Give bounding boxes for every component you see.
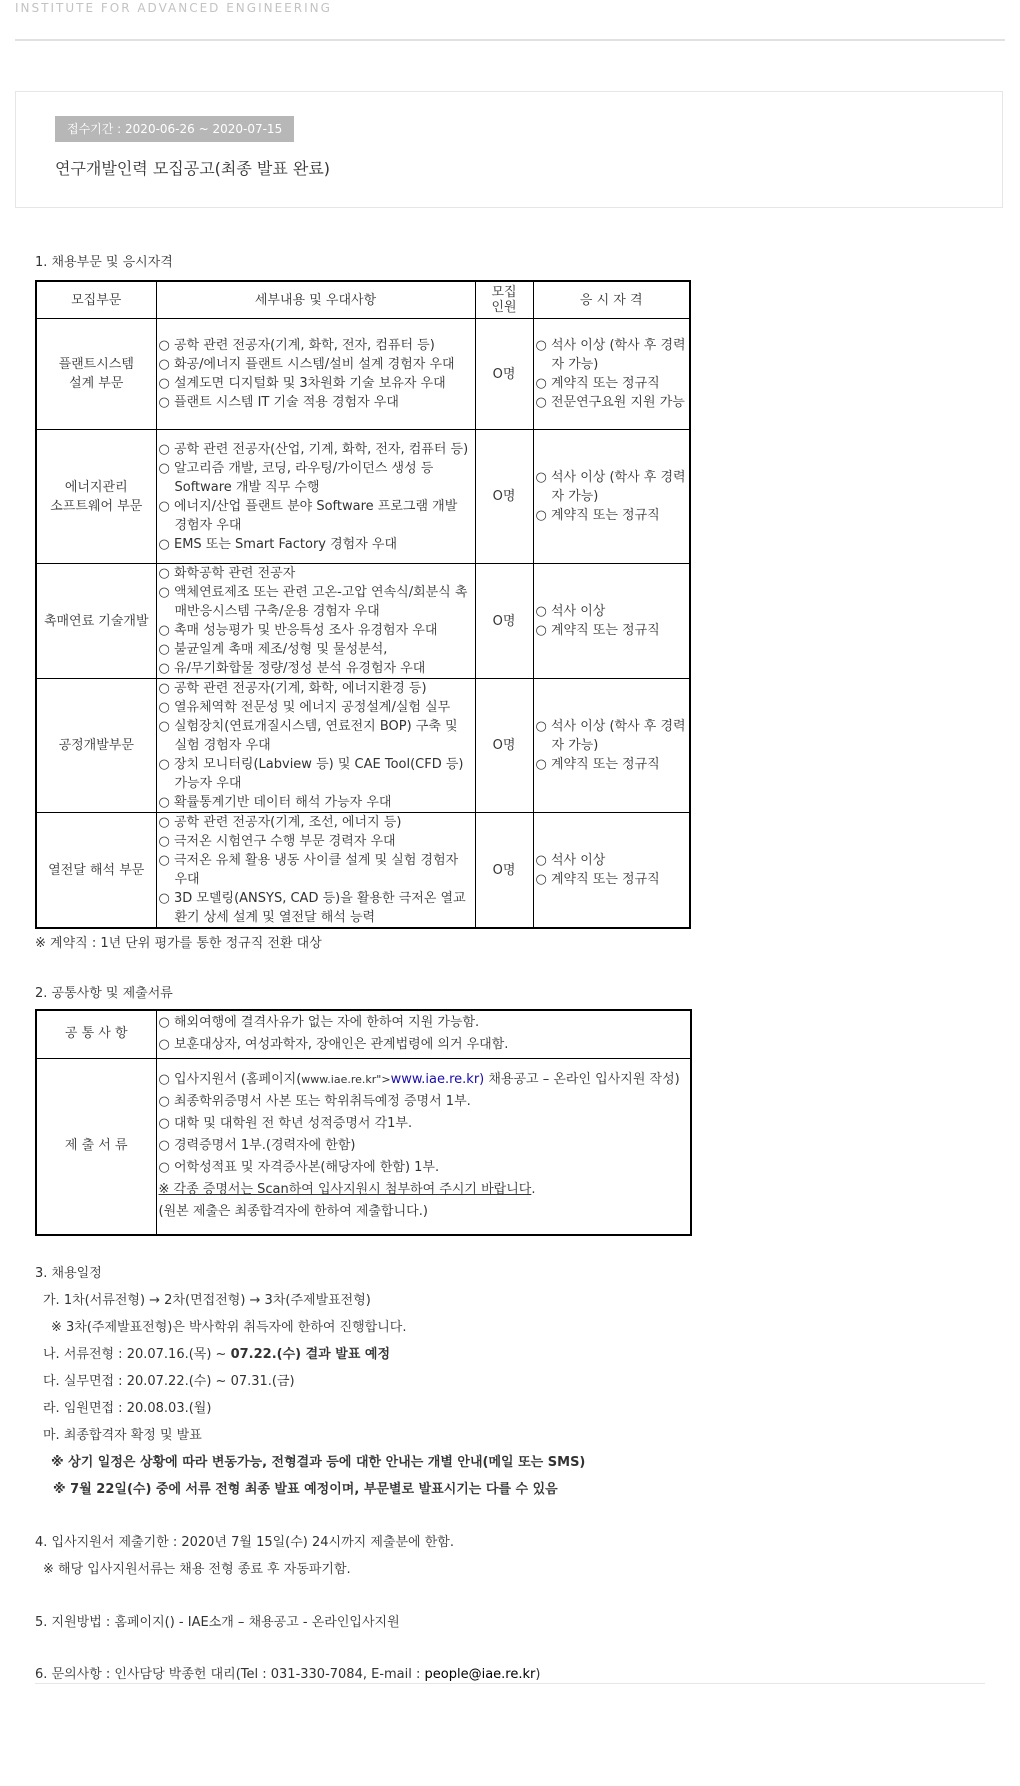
detail-cell xyxy=(156,813,475,929)
table-row xyxy=(36,564,690,679)
doc-item: ○ 대학 및 대학원 전 학년 성적증명서 각1부. xyxy=(159,1113,689,1135)
schedule-section xyxy=(35,1260,995,1503)
apply-method-section xyxy=(35,1609,995,1636)
header-divider xyxy=(15,39,1005,41)
dept-cell: 에너지관리 소프트웨어 부문 xyxy=(36,430,156,564)
detail-item: ○ 액체연료제조 또는 관련 고온-고압 연속식/회분식 촉매반응시스템 구축/운용 경험자 우대 xyxy=(159,583,473,621)
detail-item: ○ 극저온 유체 활용 냉동 사이클 설계 및 실험 경험자 우대 xyxy=(159,851,473,889)
count-cell: O명 xyxy=(475,430,533,564)
doc-note-scan: ※ 각종 증명서는 Scan하여 입사지원시 첨부하여 주시기 바랍니다. xyxy=(158,1182,536,1198)
detail-item: ○ 불균일계 촉매 제조/성형 및 물성분석, xyxy=(159,640,473,659)
section-2-title: 2. 공통사항 및 제출서류 xyxy=(35,986,173,1001)
detail-item: ○ 공학 관련 전공자(기계, 조선, 에너지 등) xyxy=(159,813,473,832)
post-title: 연구개발인력 모집공고(최종 발표 완료) xyxy=(55,159,331,178)
doc-item: ○ 최종학위증명서 사본 또는 학위취득예정 증명서 1부. xyxy=(159,1091,689,1113)
dept-cell: 플랜트시스템 설계 부문 xyxy=(36,319,156,430)
detail-item: ○ 3D 모델링(ANSYS, CAD 등)을 활용한 극저온 열교환기 상세 설계 및 열전달 해석 능력 xyxy=(159,889,473,927)
detail-item: ○ 극저온 시험연구 수행 부문 경력자 우대 xyxy=(159,832,473,851)
header-detail: 세부내용 및 우대사항 xyxy=(156,281,475,319)
dept-cell: 열전달 해석 부문 xyxy=(36,813,156,929)
contact-email[interactable]: people@iae.re.kr xyxy=(424,1667,536,1682)
qual-cell xyxy=(533,679,690,813)
detail-item: ○ 에너지/산업 플랜트 분야 Software 프로그램 개발 경험자 우대 xyxy=(159,497,473,535)
detail-item: ○ 공학 관련 전공자(산업, 기계, 화학, 전자, 컴퓨터 등) xyxy=(159,440,473,459)
qual-item: ○ 계약직 또는 정규직 xyxy=(536,870,688,889)
detail-item: ○ 촉매 성능평가 및 반응특성 조사 유경험자 우대 xyxy=(159,621,473,640)
detail-item: ○ 설계도면 디지털화 및 3차원화 기술 보유자 우대 xyxy=(159,374,473,393)
detail-cell xyxy=(156,679,475,813)
qual-item: ○ 석사 이상 xyxy=(536,602,688,621)
section-3-title: 3. 채용일정 xyxy=(35,1266,102,1281)
qual-item: ○ 계약직 또는 정규직 xyxy=(536,506,688,525)
doc-item-application: ○ 입사지원서 (홈페이지(www.iae.re.kr">www.iae.re.kr) 채용공고 – 온라인 입사지원 작성) xyxy=(159,1069,689,1091)
detail-cell xyxy=(156,319,475,430)
qual-item: ○ 석사 이상 (학사 후 경력자 가능) xyxy=(536,717,688,755)
qual-item: ○ 계약직 또는 정규직 xyxy=(536,374,688,393)
post-header-card xyxy=(15,91,1003,208)
doc-note-original: (원본 제출은 최종합격자에 한하여 제출합니다.) xyxy=(158,1204,428,1220)
detail-item: ○ 플랜트 시스템 IT 기술 적용 경험자 우대 xyxy=(159,393,473,412)
deadline-section xyxy=(35,1529,995,1583)
section-5-title: 5. 지원방법 : 홈페이지() - IAE소개 – 채용공고 - 온라인입사지원 xyxy=(35,1615,400,1630)
detail-cell xyxy=(156,430,475,564)
detail-item: ○ 공학 관련 전공자(기계, 화학, 전자, 컴퓨터 등) xyxy=(159,336,473,355)
common-item: ○ 해외여행에 결격사유가 없는 자에 한하여 지원 가능함. xyxy=(159,1012,689,1034)
table-row xyxy=(36,813,690,929)
common-label: 공 통 사 항 xyxy=(36,1010,156,1058)
recruitment-table xyxy=(35,280,691,929)
table-row xyxy=(36,679,690,813)
schedule-line: 가. 1차(서류전형) → 2차(면접전형) → 3차(주제발표전형) xyxy=(43,1293,371,1308)
section-1-title: 1. 채용부문 및 응시자격 xyxy=(35,255,173,270)
count-cell: O명 xyxy=(475,564,533,679)
table-header-row xyxy=(36,281,690,319)
application-period-badge: 접수기간 : 2020-06-26 ~ 2020-07-15 xyxy=(55,116,294,142)
qual-cell xyxy=(533,430,690,564)
qual-item: ○ 석사 이상 xyxy=(536,851,688,870)
schedule-line: 나. 서류전형 : 20.07.16.(목) ~ 07.22.(수) 결과 발표 예정 xyxy=(43,1347,391,1362)
qual-cell xyxy=(533,813,690,929)
qual-item: ○ 석사 이상 (학사 후 경력자 가능) xyxy=(536,468,688,506)
schedule-line: 다. 실무면접 : 20.07.22.(수) ~ 07.31.(금) xyxy=(43,1374,295,1389)
website-link[interactable]: www.iae.re.kr) xyxy=(390,1072,485,1088)
documents-row xyxy=(36,1058,691,1235)
requirements-table xyxy=(35,1009,692,1236)
contract-footnote: ※ 계약직 : 1년 단위 평가를 통한 정규직 전환 대상 xyxy=(35,936,322,951)
qual-cell xyxy=(533,319,690,430)
qual-cell xyxy=(533,564,690,679)
detail-item: ○ 확률통계기반 데이터 해석 가능자 우대 xyxy=(159,793,473,812)
count-cell: O명 xyxy=(475,319,533,430)
common-cell xyxy=(156,1010,691,1058)
detail-item: ○ 장치 모니터링(Labview 등) 및 CAE Tool(CFD 등) 가능자 우대 xyxy=(159,755,473,793)
detail-item: ○ 열유체역학 전문성 및 에너지 공정설계/실험 실무 xyxy=(159,698,473,717)
doc-item: ○ 어학성적표 및 자격증사본(해당자에 한함) 1부. xyxy=(159,1157,689,1179)
doc-item: ○ 경력증명서 1부.(경력자에 한함) xyxy=(159,1135,689,1157)
schedule-note: ※ 7월 22일(수) 중에 서류 전형 최종 발표 예정이며, 부문별로 발표시기는 다를 수 있음 xyxy=(53,1482,558,1497)
dept-cell: 공정개발부문 xyxy=(36,679,156,813)
detail-item: ○ 화공/에너지 플랜트 시스템/설비 설계 경험자 우대 xyxy=(159,355,473,374)
header-qual: 응 시 자 격 xyxy=(533,281,690,319)
footer-divider xyxy=(35,1683,985,1684)
detail-item-continued: ○ 유/무기화합물 정량/정성 분석 유경험자 우대 xyxy=(159,659,473,678)
detail-item: ○ 화학공학 관련 전공자 xyxy=(159,564,473,583)
schedule-line: 라. 임원면접 : 20.08.03.(월) xyxy=(43,1401,212,1416)
detail-item: ○ 실험장치(연료개질시스템, 연료전지 BOP) 구축 및 실험 경험자 우대 xyxy=(159,717,473,755)
qual-item: ○ 계약직 또는 정규직 xyxy=(536,755,688,774)
detail-item: ○ 공학 관련 전공자(기계, 화학, 에너지환경 등) xyxy=(159,679,473,698)
detail-item: ○ EMS 또는 Smart Factory 경험자 우대 xyxy=(159,535,473,554)
count-cell: O명 xyxy=(475,813,533,929)
section-4-title: 4. 입사지원서 제출기한 : 2020년 7월 15일(수) 24시까지 제출분에 한함. xyxy=(35,1535,454,1550)
schedule-note: ※ 상기 일정은 상황에 따라 변동가능, 전형결과 등에 대한 안내는 개별 안내(메일 또는 SMS) xyxy=(51,1455,586,1470)
brand-name: INSTITUTE FOR ADVANCED ENGINEERING xyxy=(15,1,332,15)
table-row xyxy=(36,430,690,564)
schedule-note: ※ 3차(주제발표전형)은 박사학위 취득자에 한하여 진행합니다. xyxy=(51,1320,407,1335)
table-row xyxy=(36,319,690,430)
qual-item: ○ 전문연구요원 지원 가능 xyxy=(536,393,688,412)
qual-item: ○ 석사 이상 (학사 후 경력자 가능) xyxy=(536,336,688,374)
section-6-title: 6. 문의사항 : 인사담당 박종헌 대리(Tel : 031-330-7084, E-mail : people@iae.re.kr) xyxy=(35,1667,541,1682)
header-count: 모집 인원 xyxy=(475,281,533,319)
header-dept: 모집부문 xyxy=(36,281,156,319)
detail-cell xyxy=(156,564,475,679)
schedule-line: 마. 최종합격자 확정 및 발표 xyxy=(43,1428,202,1443)
qual-item: ○ 계약직 또는 정규직 xyxy=(536,621,688,640)
dept-cell: 촉매연료 기술개발 xyxy=(36,564,156,679)
count-cell: O명 xyxy=(475,679,533,813)
post-body xyxy=(35,252,995,1688)
documents-cell xyxy=(156,1058,691,1235)
deadline-note: ※ 해당 입사지원서류는 채용 전형 종료 후 자동파기함. xyxy=(43,1562,351,1577)
detail-item: ○ 알고리즘 개발, 코딩, 라우팅/가이던스 생성 등 Software 개발 직무 수행 xyxy=(159,459,473,497)
common-row xyxy=(36,1010,691,1058)
common-item: ○ 보훈대상자, 여성과학자, 장애인은 관계법령에 의거 우대함. xyxy=(159,1034,689,1056)
documents-label: 제 출 서 류 xyxy=(36,1058,156,1235)
site-header xyxy=(0,0,1020,42)
